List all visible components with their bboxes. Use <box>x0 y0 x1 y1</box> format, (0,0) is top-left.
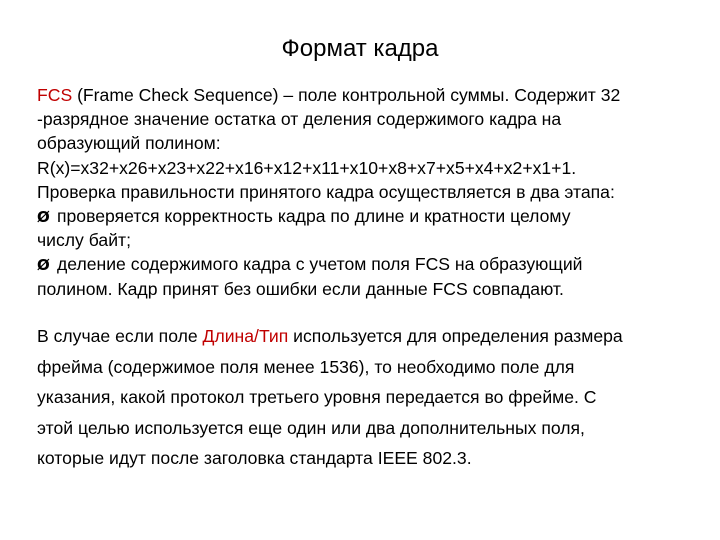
paragraph-line-5: которые идут после заголовка стандарта IEEE 802.3. <box>37 448 472 468</box>
bullet-arrow-icon: Ø <box>37 207 50 226</box>
fcs-line-1-text: (Frame Check Sequence) – поле контрольной суммы. Содержит 32 <box>72 85 621 105</box>
polynomial-formula: R(x)=x32+x26+x23+x22+x16+x12+x11+x10+x8+x7+x5+x4+x2+x1+1. <box>37 157 577 178</box>
fcs-line-2: -разрядное значение остатка от деления содержимого кадра на <box>37 109 562 130</box>
bullet-item-1-continuation: числу байт; <box>37 230 131 251</box>
length-type-paragraph <box>37 321 713 474</box>
check-stages-intro: Проверка правильности принятого кадра осуществляется в два этапа: <box>37 181 615 202</box>
paragraph-line-1 <box>37 321 713 352</box>
paragraph-line-4: этой целью используется еще один или два дополнительных поля, <box>37 417 585 438</box>
bullet-item-2 <box>37 252 709 276</box>
fcs-description <box>37 83 709 301</box>
fcs-line-1 <box>37 83 709 107</box>
paragraph-line-3: указания, какой протокол третьего уровня передается во фрейме. С <box>37 387 597 407</box>
bullet-arrow-icon: Ø <box>37 256 50 275</box>
bullet-item-1-text: проверяется корректность кадра по длине и кратности целому <box>57 205 571 226</box>
paragraph-line-1-post: используется для определения размера <box>288 326 623 346</box>
bullet-item-2-continuation: полином. Кадр принят без ошибки если данные FCS совпадают. <box>37 278 564 299</box>
fcs-line-3: образующий полином: <box>37 133 221 154</box>
bullet-item-1 <box>37 204 709 228</box>
bullet-item-2-text: деление содержимого кадра с учетом поля FCS на образующий <box>57 254 583 275</box>
length-type-term: Длина/Тип <box>202 326 289 346</box>
page-title: Формат кадра <box>281 35 439 62</box>
paragraph-line-1-pre: В случае если поле <box>37 326 203 346</box>
paragraph-line-2: фрейма (содержимое поля менее 1536), то необходимо поле для <box>37 356 575 377</box>
fcs-term: FCS <box>37 85 73 105</box>
